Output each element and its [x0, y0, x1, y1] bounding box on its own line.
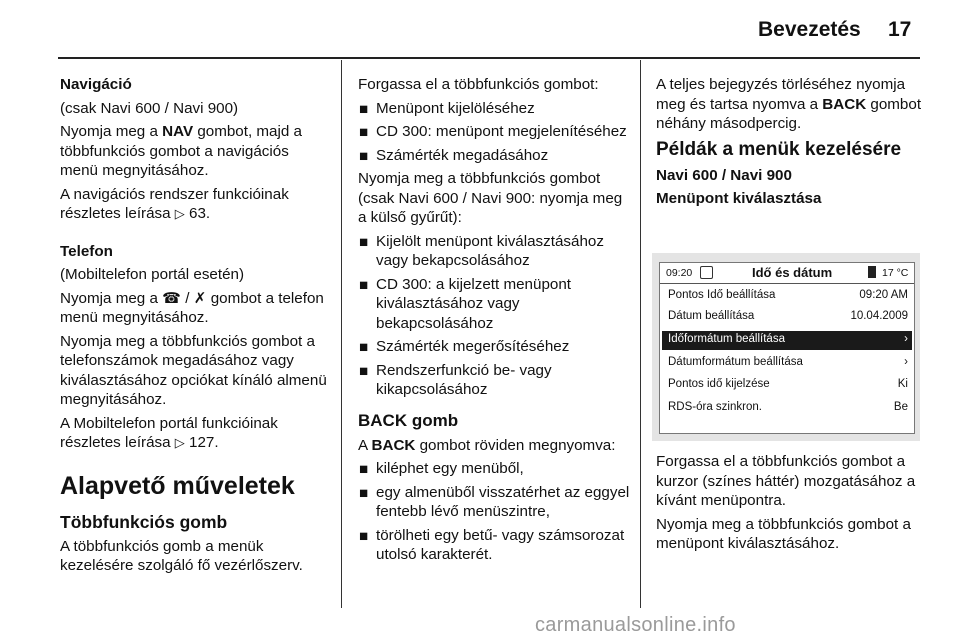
- bullet-icon: ■: [359, 461, 369, 478]
- phone-icon: ☎: [162, 289, 182, 307]
- bullet-icon: ■: [359, 339, 369, 356]
- bullet-icon: ■: [359, 233, 369, 251]
- menu-row-label: Pontos Idő beállítása: [668, 289, 776, 301]
- list-item: ■ kiléphet egy menüből,: [359, 460, 524, 478]
- column-divider-2: [640, 60, 641, 608]
- menu-row[interactable]: [662, 354, 912, 373]
- nav-heading: Navigáció: [60, 76, 132, 93]
- press-select-paragraph: Nyomja meg a többfunkciós gombot a menüpont kiválasztásához.: [656, 515, 911, 552]
- tel-heading: Telefon: [60, 242, 113, 260]
- menu-row-value: ›: [904, 333, 908, 345]
- bullet-icon: ■: [359, 147, 369, 165]
- column-2: [358, 75, 630, 569]
- menu-row-value: Be: [893, 401, 908, 413]
- hold-paragraph: A teljes bejegyzés törléséhez nyomja meg és tartsa nyomva a BACK gombot néhány másodpercig.: [656, 76, 922, 132]
- menu-row[interactable]: [662, 376, 912, 395]
- display-status-bar: [660, 263, 914, 284]
- hangup-icon: ✗: [193, 289, 207, 307]
- rotate-list: [358, 99, 630, 166]
- list-item: ■ Számérték megerősítéséhez: [359, 338, 570, 356]
- header-title: Bevezetés: [758, 18, 861, 41]
- ref-arrow-icon: ▷: [174, 435, 185, 450]
- display-temperature: 17 °C: [882, 267, 909, 279]
- tel-ref-link[interactable]: 127.: [189, 434, 219, 451]
- menu-row-label: RDS-óra szinkron.: [668, 401, 762, 413]
- nav-ref-link[interactable]: 63.: [189, 205, 211, 222]
- examples-heading: Példák a menük kezelésére: [656, 138, 902, 160]
- menu-row[interactable]: [662, 331, 912, 350]
- nav-subtitle: (csak Navi 600 / Navi 900): [60, 99, 239, 117]
- menu-row-label: Pontos idő kijelzése: [668, 378, 770, 390]
- display-screenshot: [652, 253, 920, 441]
- list-item: ■ CD 300: menüpont megjelenítéséhez: [359, 123, 627, 141]
- nav-paragraph-1: Nyomja meg a NAV gombot, majd a többfunkciós gombot a navigációs menü megnyitásához.: [60, 123, 302, 179]
- menu-row-value: ›: [904, 356, 908, 368]
- rotate-cursor-paragraph: Forgassa el a többfunkciós gombot a kurzor (színes háttér) mozgatásához a kívánt menüpontra.: [656, 453, 916, 509]
- watermark: carmanualsonline.info: [535, 614, 736, 636]
- tel-paragraph-2: Nyomja meg a többfunkciós gombot a telefonszámok megadásához vagy kiválasztásához opciókat kínáló almenü megnyitásához.: [60, 332, 327, 408]
- back-heading: BACK gomb: [358, 410, 459, 430]
- press-list: [358, 232, 630, 400]
- menu-row-label: Dátum beállítása: [668, 310, 755, 322]
- menu-row-value: 10.04.2009: [850, 310, 908, 322]
- list-item: ■ Menüpont kijelöléséhez: [359, 99, 535, 118]
- list-item: ■ törölheti egy betű- vagy számsorozat utolsó karakterét.: [359, 526, 625, 563]
- column-1: [60, 75, 330, 580]
- nav-key: NAV: [162, 123, 194, 140]
- bullet-icon: ■: [359, 362, 369, 380]
- list-item: ■ Rendszerfunkció be- vagy kikapcsolásához: [359, 361, 552, 398]
- menu-row-label: Dátumformátum beállítása: [668, 356, 803, 368]
- tel-paragraph-1: Nyomja meg a ☎ / ✗ gombot a telefon menü megnyitásához.: [60, 289, 324, 326]
- column-3: [656, 75, 922, 213]
- bullet-icon: ■: [359, 276, 369, 294]
- bullet-icon: ■: [359, 484, 369, 502]
- navi-heading: Navi 600 / Navi 900: [656, 166, 792, 184]
- display-time: 09:20: [666, 267, 693, 279]
- list-item: ■ Kijelölt menüpont kiválasztásához vagy bekapcsolásához: [359, 232, 604, 269]
- list-item: ■ CD 300: a kijelzett menüpont kiválasztásához vagy bekapcsolásához: [359, 275, 572, 332]
- menu-row[interactable]: [662, 287, 912, 306]
- nav-paragraph-2: A navigációs rendszer funkcióinak részletes leírása ▷ 63.: [60, 185, 289, 222]
- multi-heading: Többfunkciós gomb: [60, 511, 228, 532]
- display-screen: [659, 262, 915, 434]
- bullet-icon: ■: [359, 124, 369, 141]
- column-3-lower: [656, 452, 924, 558]
- tel-subtitle: (Mobiltelefon portál esetén): [60, 266, 245, 283]
- bullet-icon: ■: [359, 527, 369, 545]
- menu-row[interactable]: [662, 308, 912, 327]
- list-item: ■ egy almenüből visszatérhet az eggyel fentebb lévő menüszintre,: [359, 483, 630, 520]
- display-title: Idő és dátum: [752, 265, 833, 280]
- menu-row[interactable]: [662, 399, 912, 418]
- list-item: ■ Számérték megadásához: [359, 146, 549, 165]
- back-paragraph: A BACK gombot röviden megnyomva:: [358, 436, 616, 454]
- phone-status-icon: [868, 266, 876, 278]
- column-divider-1: [341, 60, 342, 608]
- menu-select-heading: Menüpont kiválasztása: [656, 190, 822, 207]
- back-list: [358, 459, 630, 565]
- page-number: 17: [888, 18, 912, 41]
- press-intro: Nyomja meg a többfunkciós gombot (csak Navi 600 / Navi 900: nyomja meg a külső gyűrűt):: [358, 170, 623, 226]
- header-rule: [58, 57, 920, 59]
- back-icon: [700, 266, 713, 279]
- section-heading: Alapvető műveletek: [60, 471, 295, 500]
- rotate-intro: Forgassa el a többfunkciós gombot:: [358, 76, 599, 93]
- menu-row-value: 09:20 AM: [859, 289, 908, 301]
- bullet-icon: ■: [359, 100, 369, 118]
- tel-paragraph-3: A Mobiltelefon portál funkcióinak részletes leírása ▷ 127.: [60, 414, 278, 451]
- menu-row-label: Időformátum beállítása: [668, 333, 785, 345]
- menu-row-value: Ki: [897, 378, 908, 390]
- multi-paragraph: A többfunkciós gomb a menük kezelésére szolgáló fő vezérlőszerv.: [60, 537, 303, 574]
- ref-arrow-icon: ▷: [174, 206, 185, 221]
